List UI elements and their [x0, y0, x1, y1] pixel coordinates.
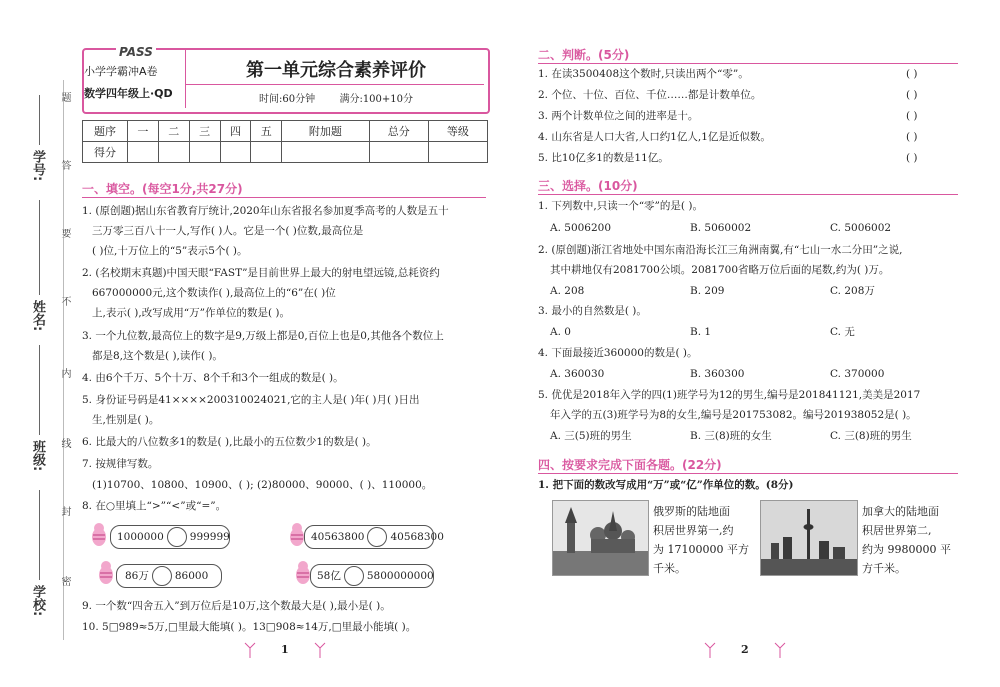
choice-option[interactable]: B. 三(8)班的女生: [690, 430, 772, 442]
choice-question: 年入学的五(3)班学号为8的女生,编号是201753082。编号201938052是( )。: [550, 409, 917, 421]
russia-text-4: 千米。: [653, 562, 686, 575]
table-cell: 三: [189, 121, 220, 142]
seal-char-7: 封: [59, 506, 70, 516]
judge-item: 2. 个位、十位、百位、千位……都是计数单位。: [538, 89, 762, 101]
choice-option[interactable]: C. 三(8)班的男生: [830, 430, 912, 442]
compare-left: 40563800: [311, 531, 365, 543]
compare-circle[interactable]: [152, 566, 172, 586]
kremlin-photo: [552, 500, 649, 576]
table-cell: 二: [158, 121, 189, 142]
compare-left: 86万: [125, 570, 149, 582]
seal-char-3: 要: [59, 228, 70, 238]
time-limit: 时间:60分钟: [258, 94, 316, 105]
seal-char-5: 内: [59, 368, 70, 378]
choice-option[interactable]: A. 三(5)班的男生: [550, 430, 632, 442]
table-cell: 等级: [428, 121, 487, 142]
header-divider: [185, 50, 186, 108]
score-table-score-row: [83, 142, 488, 163]
student-id-line: [39, 95, 40, 145]
bee-icon: [95, 560, 117, 586]
score-input-cell[interactable]: [428, 142, 487, 163]
answer-paren[interactable]: ( ): [906, 68, 918, 80]
answer-paren[interactable]: ( ): [906, 110, 918, 122]
page-number: 2: [741, 643, 749, 656]
canada-text-3: 约为 9980000 平: [862, 543, 951, 556]
compare-circle[interactable]: [167, 527, 187, 547]
judge-item: 4. 山东省是人口大省,人口约1亿人,1亿是近似数。: [538, 131, 771, 143]
full-score: 满分:100+10分: [339, 94, 414, 105]
name-line: [39, 200, 40, 295]
section-rule: [538, 473, 958, 474]
compare-right: 5800000000: [366, 570, 434, 582]
judge-item: 3. 两个计数单位之间的进率是十。: [538, 110, 699, 122]
choice-question: 2. (原创题)浙江省地处中国东南沿海长江三角洲南翼,有“七山一水二分田”之说,: [538, 244, 903, 256]
seal-char-2: 答: [59, 160, 70, 170]
choice-option[interactable]: A. 360030: [550, 368, 605, 380]
choice-option[interactable]: B. 360300: [690, 368, 745, 380]
canada-text-4: 方千米。: [862, 562, 906, 575]
table-cell: 总分: [369, 121, 428, 142]
question-line: 都是8,这个数是( ),读作( )。: [92, 350, 223, 362]
question-line: ( )位,十万位上的“5”表示5个( )。: [92, 245, 248, 257]
question-line: 生,性别是( )。: [92, 414, 160, 426]
score-input-cell[interactable]: [128, 142, 159, 163]
table-cell: 题序: [83, 121, 128, 142]
choice-question: 4. 下面最接近360000的数是( )。: [538, 347, 698, 359]
answer-paren[interactable]: ( ): [906, 152, 918, 164]
seal-char-8: 密: [59, 576, 70, 586]
table-cell: 四: [220, 121, 251, 142]
question-line: 9. 一个数“四舍五入”到万位后是10万,这个数最大是( ),最小是( )。: [82, 600, 391, 612]
choice-question: 3. 最小的自然数是( )。: [538, 305, 647, 317]
section-choice-title: 三、选择。(10分): [538, 179, 638, 193]
choice-question: 其中耕地仅有2081700公顷。2081700省略万位后面的尾数,约为( )万。: [550, 264, 890, 276]
choice-option[interactable]: C. 370000: [830, 368, 885, 380]
student-id-label: 学号:: [30, 150, 45, 182]
compare-box: [310, 564, 434, 588]
header-meta: [190, 90, 482, 105]
table-cell: 附加题: [282, 121, 369, 142]
page-number: 1: [281, 643, 289, 656]
toronto-photo: [760, 500, 858, 576]
class-line: [39, 345, 40, 435]
score-table-header-row: [83, 121, 488, 142]
question-line: 7. 按规律写数。: [82, 458, 159, 470]
question-line: (1)10700、10800、10900、( ); (2)80000、90000、( )、110000。: [92, 479, 433, 491]
score-input-cell[interactable]: [282, 142, 369, 163]
section-judge-title: 二、判断。(5分): [538, 48, 630, 62]
question-line: 3. 一个九位数,最高位上的数字是9,万级上都是0,百位上也是0,其他各个数位上: [82, 330, 444, 342]
choice-option[interactable]: B. 209: [690, 285, 725, 297]
question-line: 上,表示( ),改写成用“万”作单位的数是( )。: [92, 307, 290, 319]
judge-item: 1. 在读3500408这个数时,只读出两个“零”。: [538, 68, 749, 80]
choice-question: 1. 下列数中,只读一个“零”的是( )。: [538, 200, 703, 212]
question-line: 6. 比最大的八位数多1的数是( ),比最小的五位数少1的数是( )。: [82, 436, 377, 448]
canada-text-2: 积居世界第二,: [862, 524, 932, 537]
score-input-cell[interactable]: [189, 142, 220, 163]
table-cell: 得分: [83, 142, 128, 163]
compare-box: [304, 525, 444, 549]
name-label: 姓名:: [30, 300, 45, 332]
russia-text-3: 为 17100000 平方: [653, 543, 749, 556]
question-line: 10. 5□989≈5万,□里最大能填( )。13□908≈14万,□里最小能填( )。: [82, 621, 417, 633]
choice-option[interactable]: A. 5006200: [550, 222, 612, 234]
question-line: 5. 身份证号码是41××××200310024021,它的主人是( )年( )月( )日出: [82, 394, 420, 406]
score-input-cell[interactable]: [369, 142, 428, 163]
brand-logo: PASS: [116, 45, 156, 59]
compare-box: [110, 525, 230, 549]
compare-left: 1000000: [117, 531, 164, 543]
page-title: 第一单元综合素养评价: [246, 60, 426, 81]
school-label: 学校:: [30, 585, 45, 617]
grade-label: 数学四年级上·QD: [84, 87, 173, 100]
canada-text-1: 加拿大的陆地面: [862, 505, 939, 518]
judge-item: 5. 比10亿多1的数是11亿。: [538, 152, 669, 164]
compare-left: 58亿: [317, 570, 341, 582]
table-cell: 一: [128, 121, 159, 142]
question-line: 4. 由6个千万、5个十万、8个千和3个一组成的数是( )。: [82, 372, 344, 384]
choice-option[interactable]: C. 5006002: [830, 222, 892, 234]
compare-right: 86000: [174, 570, 209, 582]
seal-char-6: 线: [59, 438, 70, 448]
compare-circle[interactable]: [344, 566, 364, 586]
score-input-cell[interactable]: [158, 142, 189, 163]
compare-right: 40568300: [390, 531, 444, 543]
compare-circle[interactable]: [367, 527, 387, 547]
choice-option[interactable]: B. 5060002: [690, 222, 752, 234]
question-line: 1. (原创题)据山东省教育厅统计,2020年山东省报名参加夏季高考的人数是五十: [82, 205, 449, 217]
school-line: [39, 490, 40, 580]
question-line: 667000000元,这个数读作( ),最高位上的“6”在( )位: [92, 287, 336, 299]
score-table: [82, 120, 488, 163]
seal-char-1: 题: [59, 92, 70, 102]
question-line: 2. (名校期末真题)中国天眼“FAST”是目前世界上最大的射电望远镜,总耗资约: [82, 267, 440, 279]
class-label: 班级:: [30, 440, 45, 472]
header-rule: [186, 84, 484, 85]
section-tasks-title: 四、按要求完成下面各题。(22分): [538, 458, 722, 472]
section-rule: [82, 197, 486, 198]
task-question: 1. 把下面的数改写成用“万”或“亿”作单位的数。(8分): [538, 479, 794, 491]
score-input-cell[interactable]: [220, 142, 251, 163]
compare-right: 999999: [189, 531, 230, 543]
compare-box: [116, 564, 222, 588]
section-rule: [538, 194, 958, 195]
series-name: 小学学霸冲A卷: [84, 65, 158, 78]
seal-char-4: 不: [59, 296, 70, 306]
choice-question: 5. 优优是2018年入学的四(1)班学号为12的男生,编号是201841121,美美是2017: [538, 389, 921, 401]
section-fill-title: 一、填空。(每空1分,共27分): [82, 182, 243, 196]
choice-option[interactable]: A. 208: [550, 285, 585, 297]
question-line: 三万零三百八十一人,写作( )人。它是一个( )位数,最高位是: [92, 225, 364, 237]
choice-option[interactable]: B. 1: [690, 326, 712, 338]
choice-option[interactable]: C. 无: [830, 326, 855, 338]
table-cell: 五: [251, 121, 282, 142]
choice-option[interactable]: C. 208万: [830, 285, 875, 297]
answer-paren[interactable]: ( ): [906, 89, 918, 101]
russia-text-1: 俄罗斯的陆地面: [653, 505, 730, 518]
russia-text-2: 积居世界第一,约: [653, 524, 734, 537]
question-line: 8. 在○里填上“>”“<”或“=”。: [82, 500, 227, 512]
choice-option[interactable]: A. 0: [550, 326, 571, 338]
header-series: [84, 64, 184, 102]
score-input-cell[interactable]: [251, 142, 282, 163]
answer-paren[interactable]: ( ): [906, 131, 918, 143]
bee-icon: [88, 522, 110, 548]
